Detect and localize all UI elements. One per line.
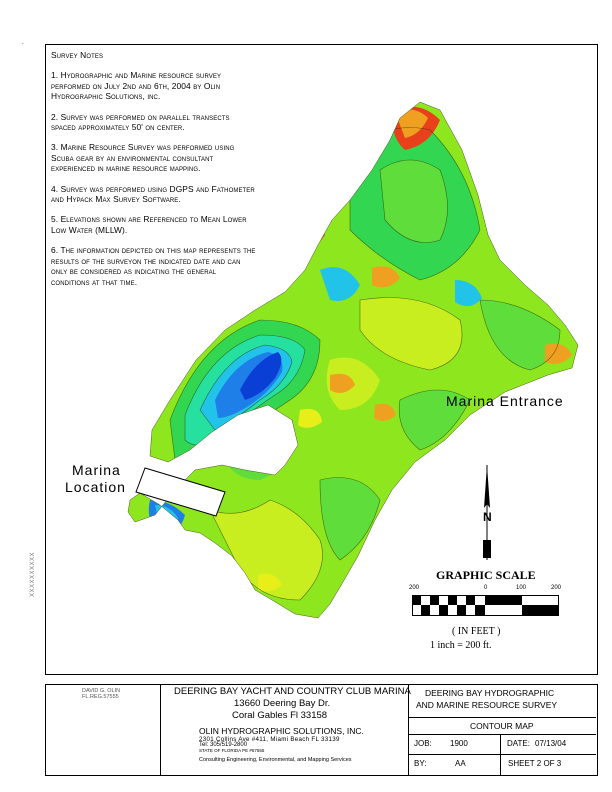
date-value: 07/13/04 xyxy=(535,739,567,748)
title-block-divider xyxy=(500,734,501,775)
marina-entrance-label: Marina Entrance xyxy=(446,393,564,409)
title-block-divider xyxy=(408,717,596,718)
survey-notes-title: Survey Notes xyxy=(51,50,104,60)
by-label: BY: xyxy=(414,759,427,768)
title-block-divider xyxy=(408,684,409,775)
project-address: 13660 Deering Bay Dr. xyxy=(234,698,331,709)
job-label: JOB: xyxy=(414,739,432,748)
scale-tick-label: 100 xyxy=(516,585,527,591)
title-block-divider xyxy=(160,684,161,775)
marina-location-label-line2: Location xyxy=(65,479,126,495)
survey-note: 4. Survey was performed using DGPS and Fathometer and Hypack Max Survey Software. xyxy=(51,183,255,205)
north-letter: N xyxy=(483,510,492,524)
marina-location-label-line1: Marina xyxy=(72,462,121,478)
scale-units: ( IN FEET ) xyxy=(452,626,501,637)
sheet-number: 2 xyxy=(536,759,542,768)
company-address: 2301 Collins Ave #411, Miami Beach FL 33139 xyxy=(199,736,340,743)
company-services: Consulting Engineering, Environmental, and Mapping Services xyxy=(199,757,352,763)
project-name: DEERING BAY YACHT AND COUNTRY CLUB MARINA xyxy=(174,686,411,697)
engineer-reg: FL.REG.57555 xyxy=(82,694,119,700)
scale-tick-label: 200 xyxy=(409,585,420,591)
by-value: AA xyxy=(455,759,466,768)
survey-note: 3. Marine Resource Survey was performed using Scuba gear by an environmental consultant experienced in marine resource mapping. xyxy=(51,142,235,174)
corner-mark: . xyxy=(22,40,24,46)
title-block-divider xyxy=(408,754,596,755)
survey-note: 5. Elevations shown are Referenced to Mean Lower Low Water (MLLW). xyxy=(51,214,247,235)
job-value: 1900 xyxy=(450,739,468,748)
scale-tick-label: 200 xyxy=(551,585,562,591)
project-city: Coral Gables Fl 33158 xyxy=(232,710,328,721)
survey-note: 2. Survey was performed on parallel transects spaced approximately 50' on center. xyxy=(51,111,230,133)
scale-bar xyxy=(412,595,560,617)
sheet-word: SHEET xyxy=(508,759,535,768)
graphic-scale-title: GRAPHIC SCALE xyxy=(436,568,536,582)
engineer-name: DAVID G. OLIN xyxy=(82,688,121,694)
survey-note: 6. The information depicted on this map represents the results of the surveyon the indicated date and can only be considered as indicating the general conditions at that time. xyxy=(51,245,256,287)
state-pe: STATE OF FLORIDA PE #57555 xyxy=(199,748,265,753)
map-type: CONTOUR MAP xyxy=(470,721,534,731)
title-block-divider xyxy=(408,734,596,735)
company-name: OLIN HYDROGRAPHIC SOLUTIONS, INC. xyxy=(199,726,364,736)
side-placeholder-text: XXXXXXXXXX xyxy=(30,551,36,597)
survey-title-line2: AND MARINE RESOURCE SURVEY xyxy=(416,700,558,710)
scale-ratio: 1 inch = 200 ft. xyxy=(430,640,492,651)
date-label: DATE: xyxy=(507,739,530,748)
survey-note: 1. Hydrographic and Marine resource survey performed on July 2nd and 6th, 2004 by Olin Hydrographic Solutions, inc. xyxy=(51,70,222,102)
sheet-of: OF xyxy=(543,759,555,768)
scale-tick-label: 0 xyxy=(484,585,488,591)
sheet-label xyxy=(508,759,561,768)
sheet-total: 3 xyxy=(556,759,562,768)
company-tel: Tel: 305/519-2800 xyxy=(199,742,248,748)
survey-title-line1: DEERING BAY HYDROGRAPHIC xyxy=(425,688,555,698)
